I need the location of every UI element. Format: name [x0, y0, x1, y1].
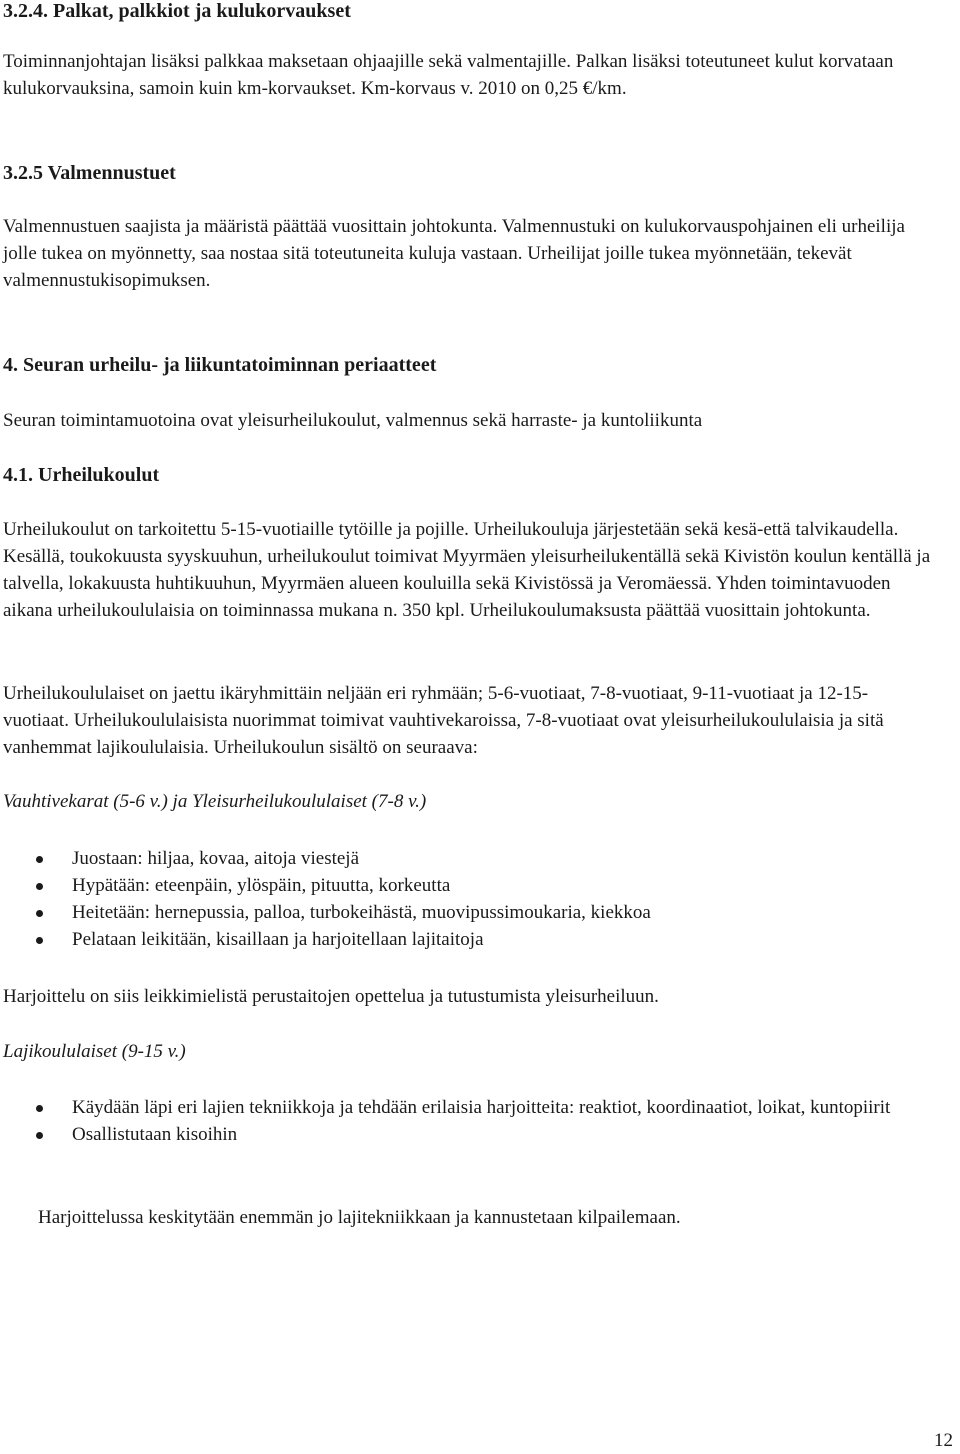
group-1-summary: Harjoittelu on siis leikkimielistä perustaitojen opettelua ja tutustumista yleisurheiluun.	[3, 986, 659, 1007]
bullet-icon	[36, 1105, 43, 1112]
list-item: Juostaan: hiljaa, kovaa, aitoja viestejä	[3, 845, 923, 872]
list-item: Osallistutaan kisoihin	[3, 1121, 923, 1148]
bullet-icon	[36, 1132, 43, 1139]
list-item: Käydään läpi eri lajien tekniikkoja ja tehdään erilaisia harjoitteita: reaktiot, koordinaatiot, loikat, kuntopiirit	[3, 1094, 923, 1121]
group-2-heading: Lajikoululaiset (9-15 v.)	[3, 1041, 186, 1062]
section-4-1-paragraph-1: Urheilukoulut on tarkoitettu 5-15-vuotiaille tytöille ja pojille. Urheilukouluja järjestetään sekä kesä-että talvikaudella. Kesällä, toukokuusta syyskuuhun, urheilukoulut toimivat Myyrmäen yleisurheilukentällä sekä Kivistön koulun kentällä ja talvella, lokakuusta huhtikuuhun, Myyrmäen alueen kouluilla sekä Kivistössä ja Veromäessä. Yhden toimintavuoden aikana urheilukoululaisia on toiminnassa mukana n. 350 kpl. Urheilukoulumaksusta päättää vuosittain johtokunta.	[3, 519, 931, 621]
section-4-1-paragraph-2: Urheilukoululaiset on jaettu ikäryhmittäin neljään eri ryhmään; 5-6-vuotiaat, 7-8-vuotiaat, 9-11-vuotiaat ja 12-15-vuotiaat. Urheilukoululaisista nuorimmat toimivat vauhtivekaroissa, 7-8-vuotiaat ovat yleisurheilukoululaisia ja sitä vanhemmat lajikoululaisia. Urheilukoulun sisältö on seuraava:	[3, 683, 884, 758]
section-4-1-heading: 4.1. Urheilukoulut	[3, 464, 160, 486]
group-1-list	[3, 845, 923, 953]
group-2-list	[3, 1094, 923, 1148]
section-3-2-4-paragraph: Toiminnanjohtajan lisäksi palkkaa maksetaan ohjaajille sekä valmentajille. Palkan lisäksi toteutuneet kulut korvataan kulukorvauksina, samoin kuin km-korvaukset. Km-korvaus v. 2010 on 0,25 €/km.	[3, 51, 894, 99]
list-item: Hypätään: eteenpäin, ylöspäin, pituutta, korkeutta	[3, 872, 923, 899]
group-2-summary: Harjoittelussa keskitytään enemmän jo lajitekniikkaan ja kannustetaan kilpailemaan.	[38, 1207, 681, 1228]
bullet-icon	[36, 883, 43, 890]
section-4-paragraph: Seuran toimintamuotoina ovat yleisurheilukoulut, valmennus sekä harraste- ja kuntoliikunta	[3, 410, 703, 431]
section-3-2-4-heading: 3.2.4. Palkat, palkkiot ja kulukorvaukset	[3, 0, 351, 22]
group-1-heading: Vauhtivekarat (5-6 v.) ja Yleisurheilukoululaiset (7-8 v.)	[3, 791, 427, 812]
bullet-icon	[36, 910, 43, 917]
page-number: 12	[934, 1430, 953, 1451]
section-3-2-5-paragraph: Valmennustuen saajista ja määristä päättää vuosittain johtokunta. Valmennustuki on kulukorvauspohjainen eli urheilija jolle tukea on myönnetty, saa nostaa sitä toteutuneita kuluja vastaan. Urheilijat joille tukea myönnetään, tekevät valmennustukisopimuksen.	[3, 216, 905, 291]
bullet-icon	[36, 856, 43, 863]
section-4-heading: 4. Seuran urheilu- ja liikuntatoiminnan periaatteet	[3, 354, 437, 376]
section-3-2-5-heading: 3.2.5 Valmennustuet	[3, 162, 176, 184]
bullet-icon	[36, 937, 43, 944]
list-item: Heitetään: hernepussia, palloa, turbokeihästä, muovipussimoukaria, kiekkoa	[3, 899, 923, 926]
list-item: Pelataan leikitään, kisaillaan ja harjoitellaan lajitaitoja	[3, 926, 923, 953]
